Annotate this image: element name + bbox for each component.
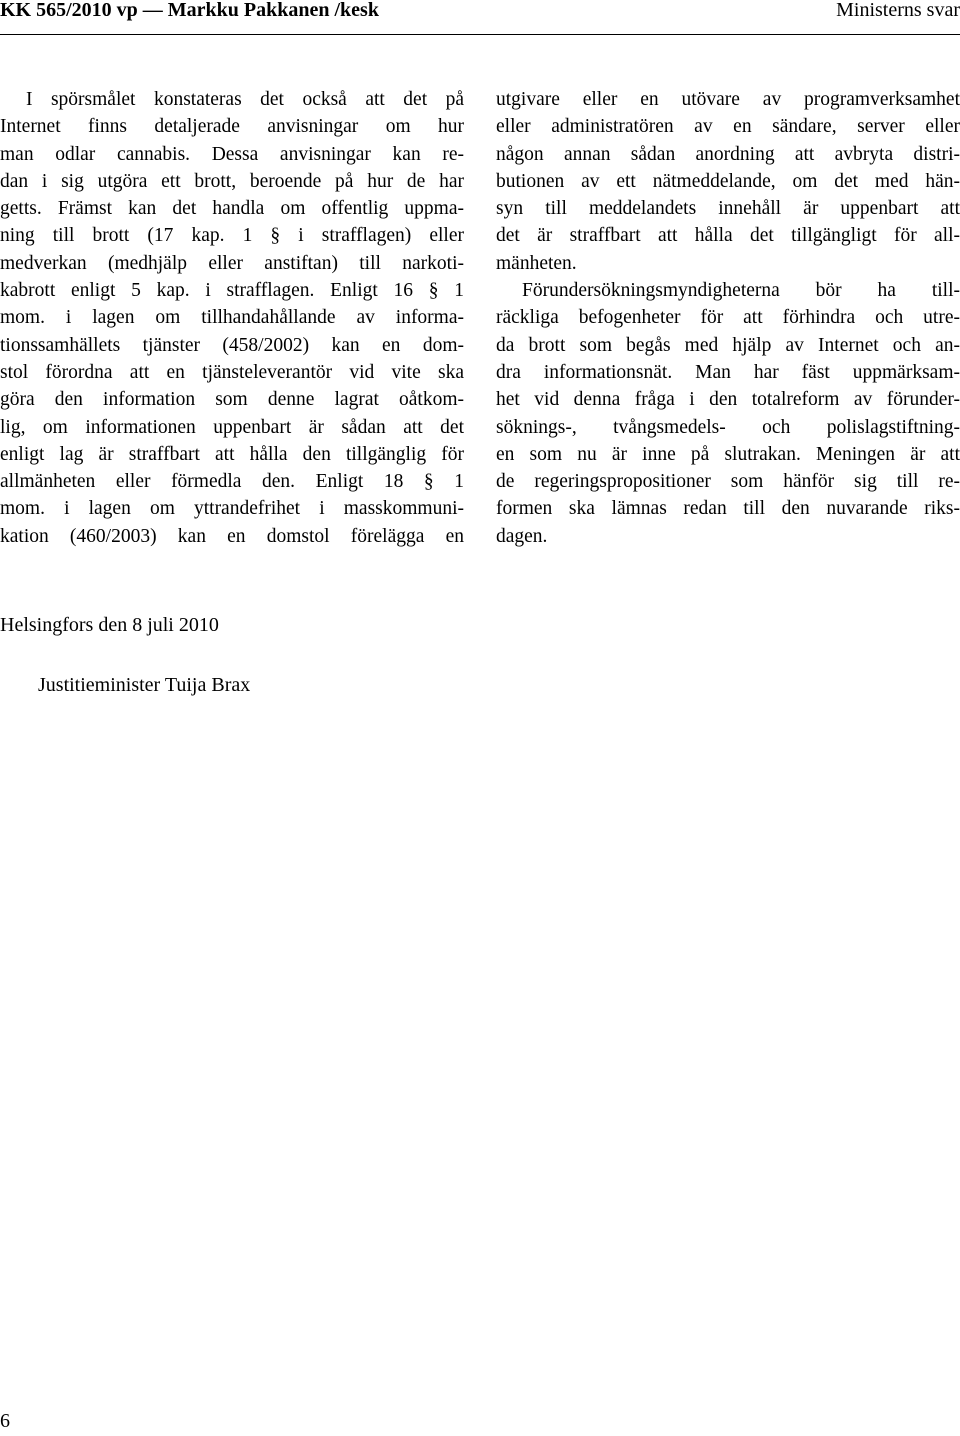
text-line: göra den information som denne lagrat oåtkom- [0,389,464,411]
text-line: ning till brott (17 kap. 1 § i strafflagen) eller [0,225,464,247]
signature-line: Justitieminister Tuija Brax [38,674,251,696]
text-line: medverkan (medhjälp eller anstiftan) till narkoti- [0,252,464,274]
text-line: enligt lag är straffbart att hålla den tillgänglig för [0,443,464,465]
text-line: butionen av ett nätmeddelande, om det med hän- [496,170,960,192]
text-line: man odlar cannabis. Dessa anvisningar kan re- [0,143,464,165]
text-line: utgivare eller en utövare av programverksamhet [496,89,960,110]
text-line: mänheten. [496,252,577,274]
text-line: en som nu är inne på slutrakan. Meningen är att [496,443,960,465]
text-line: räckliga befogenheter för att förhindra och utre- [496,307,960,329]
text-line: det är straffbart att hålla det tillgängligt för all- [496,225,960,247]
text-line: dagen. [496,525,548,547]
text-line: lig, om informationen uppenbart är sådan att det [0,416,464,438]
text-line: mom. i lagen om tillhandahållande av informa- [0,307,464,329]
text-line: kabrott enligt 5 kap. i strafflagen. Enligt 16 § 1 [0,280,464,302]
text-line: eller administratören av en sändare, server eller [496,116,960,138]
page-header [0,0,960,26]
text-line: de regeringspropositioner som hänför sig till re- [496,471,960,493]
text-line: allmänheten eller förmedla den. Enligt 18 § 1 [0,471,464,493]
page-number: 6 [0,1410,10,1432]
text-line: Internet finns detaljerade anvisningar om hur [0,116,464,138]
text-line: getts. Främst kan det handla om offentlig uppma- [0,198,464,220]
text-line: söknings-, tvångsmedels- och polislagstiftning- [496,416,960,438]
header-rule [0,34,960,35]
text-line: syn till meddelandets innehåll är uppenbart att [496,198,960,220]
right-column [496,86,960,550]
text-line: någon annan sådan anordning att avbryta distri- [496,143,960,165]
text-line: tionssamhällets tjänster (458/2002) kan en dom- [0,334,464,356]
text-line: dra informationsnät. Man har fäst uppmärksam- [496,361,960,383]
text-line: formen ska lämnas redan till den nuvarande riks- [496,498,960,520]
text-line: I spörsmålet konstateras det också att det på [26,89,464,110]
text-line: het vid denna fråga i den totalreform av förunder- [496,389,960,411]
place-and-date: Helsingfors den 8 juli 2010 [0,614,219,636]
text-line: Förundersökningsmyndigheterna bör ha till- [522,280,960,302]
text-line: dan i sig utgöra ett brott, beroende på hur de har [0,170,464,192]
section-title: Ministerns svar [836,0,960,21]
text-line: da brott som begås med hjälp av Internet och an- [496,334,960,356]
left-column [0,86,464,550]
text-line: mom. i lagen om yttrandefrihet i masskommuni- [0,498,464,520]
text-line: stol förordna att en tjänsteleverantör vid vite ska [0,361,464,383]
document-reference: KK 565/2010 vp — Markku Pakkanen /kesk [0,0,379,21]
text-line: kation (460/2003) kan en domstol förelägga en [0,525,464,547]
